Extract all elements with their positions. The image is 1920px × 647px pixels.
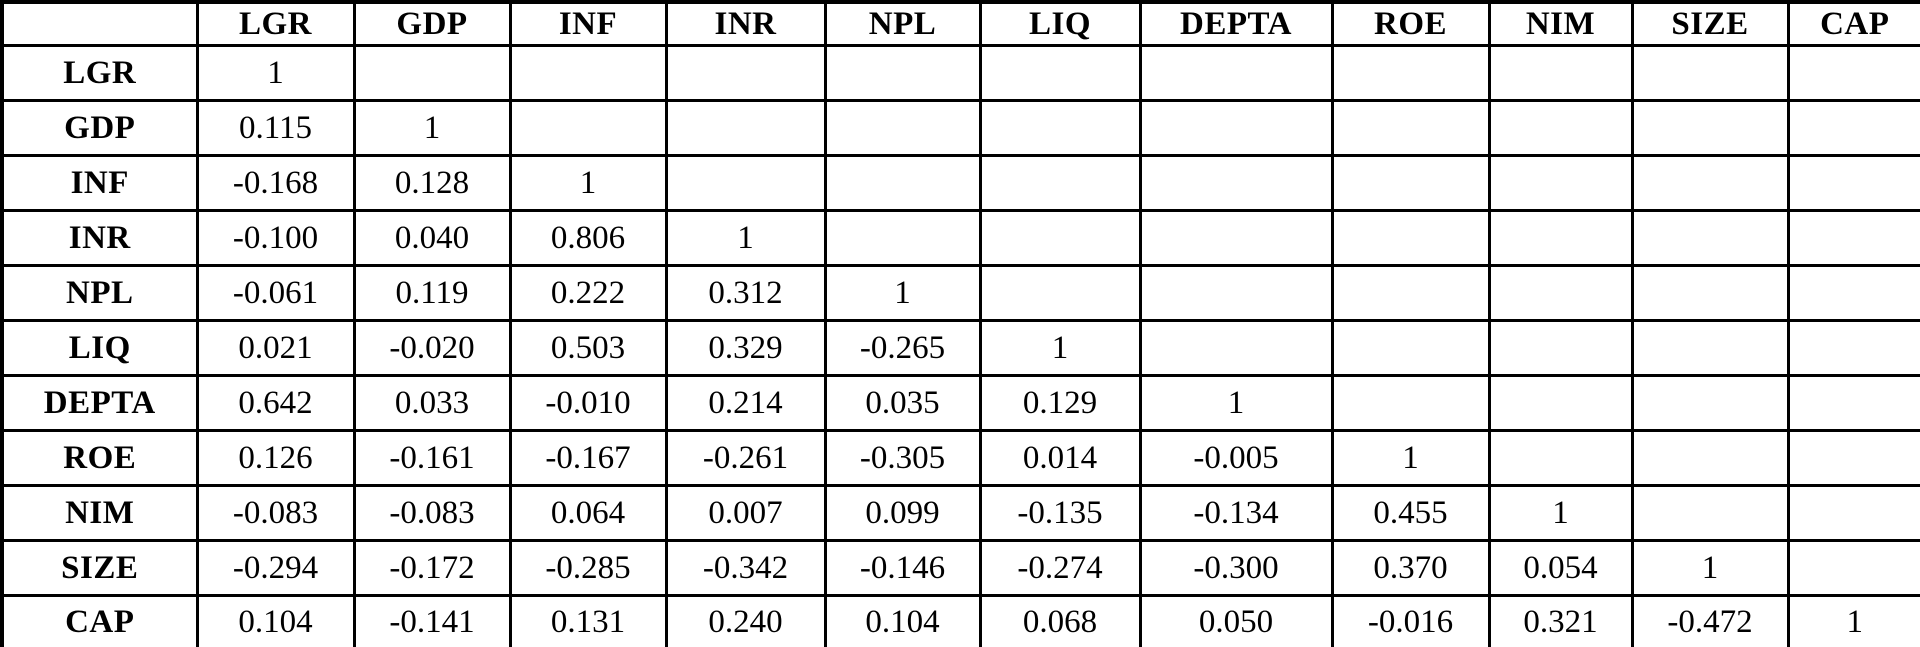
cell-depta-liq: 0.129 (980, 376, 1140, 431)
cell-nim-liq: -0.135 (980, 486, 1140, 541)
cell-nim-inf: 0.064 (510, 486, 666, 541)
cell-size-depta: -0.300 (1140, 541, 1332, 596)
cell-npl-liq (980, 266, 1140, 321)
cell-gdp-inr (666, 101, 825, 156)
cell-gdp-nim (1489, 101, 1632, 156)
cell-size-roe: 0.370 (1332, 541, 1489, 596)
cell-inf-inr (666, 156, 825, 211)
cell-inf-lgr: -0.168 (197, 156, 354, 211)
cell-inf-depta (1140, 156, 1332, 211)
cell-gdp-size (1632, 101, 1788, 156)
cell-cap-inr: 0.240 (666, 596, 825, 647)
row-label-npl: NPL (2, 266, 197, 321)
cell-nim-size (1632, 486, 1788, 541)
cell-cap-size: -0.472 (1632, 596, 1788, 647)
cell-inr-inf: 0.806 (510, 211, 666, 266)
cell-inf-inf: 1 (510, 156, 666, 211)
cell-npl-lgr: -0.061 (197, 266, 354, 321)
cell-inr-gdp: 0.040 (354, 211, 510, 266)
cell-npl-nim (1489, 266, 1632, 321)
cell-depta-roe (1332, 376, 1489, 431)
cell-depta-lgr: 0.642 (197, 376, 354, 431)
cell-cap-liq: 0.068 (980, 596, 1140, 647)
cell-inr-size (1632, 211, 1788, 266)
table-row-npl (2, 266, 1920, 321)
cell-lgr-roe (1332, 46, 1489, 101)
cell-npl-size (1632, 266, 1788, 321)
cell-roe-roe: 1 (1332, 431, 1489, 486)
cell-npl-inr: 0.312 (666, 266, 825, 321)
cell-roe-nim (1489, 431, 1632, 486)
cell-inr-lgr: -0.100 (197, 211, 354, 266)
cell-npl-cap (1788, 266, 1920, 321)
cell-nim-inr: 0.007 (666, 486, 825, 541)
cell-nim-npl: 0.099 (825, 486, 980, 541)
cell-gdp-liq (980, 101, 1140, 156)
cell-gdp-lgr: 0.115 (197, 101, 354, 156)
cell-size-gdp: -0.172 (354, 541, 510, 596)
cell-inf-cap (1788, 156, 1920, 211)
cell-liq-cap (1788, 321, 1920, 376)
cell-npl-roe (1332, 266, 1489, 321)
row-label-size: SIZE (2, 541, 197, 596)
cell-npl-npl: 1 (825, 266, 980, 321)
cell-size-liq: -0.274 (980, 541, 1140, 596)
cell-cap-gdp: -0.141 (354, 596, 510, 647)
cell-inr-npl (825, 211, 980, 266)
cell-roe-lgr: 0.126 (197, 431, 354, 486)
cell-cap-cap: 1 (1788, 596, 1920, 647)
column-header-gdp: GDP (354, 2, 510, 46)
cell-size-nim: 0.054 (1489, 541, 1632, 596)
cell-roe-cap (1788, 431, 1920, 486)
cell-lgr-inr (666, 46, 825, 101)
cell-nim-gdp: -0.083 (354, 486, 510, 541)
cell-size-inr: -0.342 (666, 541, 825, 596)
cell-depta-npl: 0.035 (825, 376, 980, 431)
cell-cap-depta: 0.050 (1140, 596, 1332, 647)
column-header-depta: DEPTA (1140, 2, 1332, 46)
corner-cell (2, 2, 197, 46)
table-header (2, 2, 1920, 46)
cell-inr-liq (980, 211, 1140, 266)
table-row-inf (2, 156, 1920, 211)
cell-liq-lgr: 0.021 (197, 321, 354, 376)
cell-depta-cap (1788, 376, 1920, 431)
cell-liq-inf: 0.503 (510, 321, 666, 376)
cell-depta-size (1632, 376, 1788, 431)
cell-lgr-cap (1788, 46, 1920, 101)
cell-liq-gdp: -0.020 (354, 321, 510, 376)
table-row-lgr (2, 46, 1920, 101)
cell-inf-size (1632, 156, 1788, 211)
table-row-cap (2, 596, 1920, 647)
table-row-roe (2, 431, 1920, 486)
cell-depta-nim (1489, 376, 1632, 431)
cell-size-cap (1788, 541, 1920, 596)
row-label-lgr: LGR (2, 46, 197, 101)
cell-gdp-gdp: 1 (354, 101, 510, 156)
cell-inf-roe (1332, 156, 1489, 211)
row-label-cap: CAP (2, 596, 197, 647)
cell-cap-lgr: 0.104 (197, 596, 354, 647)
cell-gdp-cap (1788, 101, 1920, 156)
cell-liq-depta (1140, 321, 1332, 376)
cell-lgr-inf (510, 46, 666, 101)
table-row-gdp (2, 101, 1920, 156)
header-row (2, 2, 1920, 46)
cell-nim-cap (1788, 486, 1920, 541)
cell-roe-inf: -0.167 (510, 431, 666, 486)
table-row-liq (2, 321, 1920, 376)
cell-nim-nim: 1 (1489, 486, 1632, 541)
column-header-liq: LIQ (980, 2, 1140, 46)
cell-roe-depta: -0.005 (1140, 431, 1332, 486)
cell-cap-inf: 0.131 (510, 596, 666, 647)
cell-depta-inr: 0.214 (666, 376, 825, 431)
cell-npl-inf: 0.222 (510, 266, 666, 321)
column-header-nim: NIM (1489, 2, 1632, 46)
cell-liq-liq: 1 (980, 321, 1140, 376)
cell-inf-nim (1489, 156, 1632, 211)
table-row-nim (2, 486, 1920, 541)
cell-roe-npl: -0.305 (825, 431, 980, 486)
cell-size-lgr: -0.294 (197, 541, 354, 596)
cell-nim-roe: 0.455 (1332, 486, 1489, 541)
cell-lgr-gdp (354, 46, 510, 101)
row-label-gdp: GDP (2, 101, 197, 156)
row-label-nim: NIM (2, 486, 197, 541)
cell-lgr-nim (1489, 46, 1632, 101)
cell-lgr-size (1632, 46, 1788, 101)
cell-liq-npl: -0.265 (825, 321, 980, 376)
row-label-inf: INF (2, 156, 197, 211)
column-header-inf: INF (510, 2, 666, 46)
row-label-inr: INR (2, 211, 197, 266)
cell-liq-size (1632, 321, 1788, 376)
cell-gdp-depta (1140, 101, 1332, 156)
cell-liq-inr: 0.329 (666, 321, 825, 376)
cell-size-size: 1 (1632, 541, 1788, 596)
row-label-depta: DEPTA (2, 376, 197, 431)
cell-gdp-npl (825, 101, 980, 156)
cell-inr-depta (1140, 211, 1332, 266)
cell-gdp-inf (510, 101, 666, 156)
cell-roe-size (1632, 431, 1788, 486)
column-header-size: SIZE (1632, 2, 1788, 46)
cell-liq-nim (1489, 321, 1632, 376)
cell-gdp-roe (1332, 101, 1489, 156)
cell-size-npl: -0.146 (825, 541, 980, 596)
table-row-size (2, 541, 1920, 596)
cell-npl-depta (1140, 266, 1332, 321)
cell-roe-liq: 0.014 (980, 431, 1140, 486)
cell-inr-cap (1788, 211, 1920, 266)
cell-size-inf: -0.285 (510, 541, 666, 596)
cell-roe-inr: -0.261 (666, 431, 825, 486)
table-row-depta (2, 376, 1920, 431)
cell-inf-npl (825, 156, 980, 211)
cell-depta-gdp: 0.033 (354, 376, 510, 431)
column-header-lgr: LGR (197, 2, 354, 46)
cell-nim-depta: -0.134 (1140, 486, 1332, 541)
cell-cap-roe: -0.016 (1332, 596, 1489, 647)
cell-nim-lgr: -0.083 (197, 486, 354, 541)
cell-lgr-liq (980, 46, 1140, 101)
cell-roe-gdp: -0.161 (354, 431, 510, 486)
cell-lgr-npl (825, 46, 980, 101)
cell-inf-gdp: 0.128 (354, 156, 510, 211)
cell-depta-inf: -0.010 (510, 376, 666, 431)
table-body (2, 46, 1920, 647)
cell-lgr-depta (1140, 46, 1332, 101)
cell-inr-roe (1332, 211, 1489, 266)
table-row-inr (2, 211, 1920, 266)
column-header-roe: ROE (1332, 2, 1489, 46)
cell-liq-roe (1332, 321, 1489, 376)
cell-npl-gdp: 0.119 (354, 266, 510, 321)
row-label-liq: LIQ (2, 321, 197, 376)
column-header-npl: NPL (825, 2, 980, 46)
cell-cap-nim: 0.321 (1489, 596, 1632, 647)
column-header-cap: CAP (1788, 2, 1920, 46)
cell-lgr-lgr: 1 (197, 46, 354, 101)
cell-cap-npl: 0.104 (825, 596, 980, 647)
cell-inr-nim (1489, 211, 1632, 266)
cell-inr-inr: 1 (666, 211, 825, 266)
row-label-roe: ROE (2, 431, 197, 486)
cell-depta-depta: 1 (1140, 376, 1332, 431)
column-header-inr: INR (666, 2, 825, 46)
cell-inf-liq (980, 156, 1140, 211)
